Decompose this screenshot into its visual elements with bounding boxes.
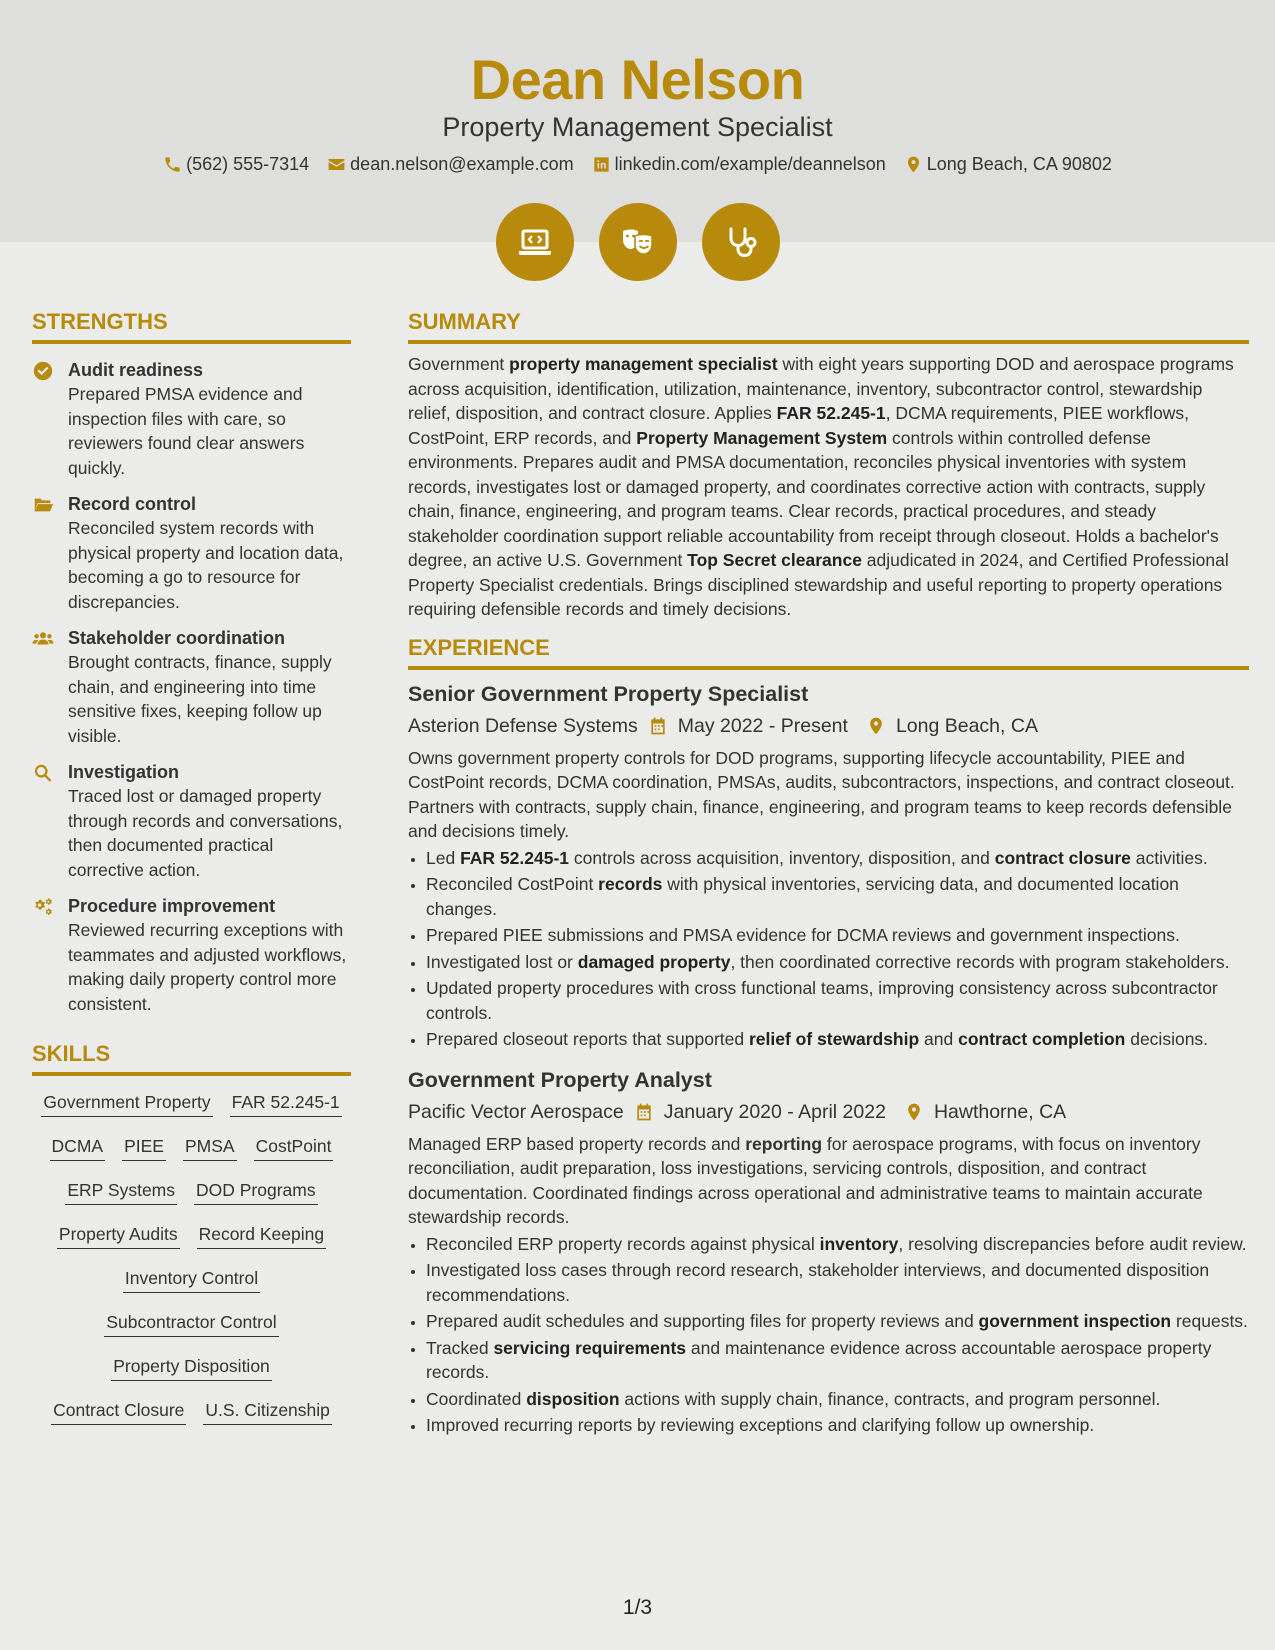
summary-heading: SUMMARY bbox=[408, 308, 1249, 344]
bold-text: Top Secret clearance bbox=[687, 550, 862, 570]
job-bullet: • Led FAR 52.245-1 controls across acquisition, inventory, disposition, and contract closure activities. bbox=[426, 846, 1249, 871]
bold-text: contract closure bbox=[994, 847, 1131, 868]
job-meta bbox=[408, 712, 1249, 740]
job-bullets bbox=[408, 846, 1249, 1052]
job-bullet: • Investigated lost or damaged property, then coordinated corrective records with program stakeholders. bbox=[426, 950, 1249, 975]
job-bullet: • Tracked servicing requirements and maintenance evidence across accountable aerospace property records. bbox=[426, 1336, 1249, 1385]
job-company: Pacific Vector Aerospace bbox=[408, 1100, 624, 1123]
skill-tag: DCMA bbox=[50, 1134, 106, 1161]
hobby-icons bbox=[0, 203, 1275, 281]
bold-text: Property Management System bbox=[636, 427, 888, 448]
skill-tag: Contract Closure bbox=[51, 1398, 186, 1425]
strength-desc: Prepared PMSA evidence and inspection files with care, so reviewers found clear answers quickly. bbox=[68, 384, 305, 478]
contact-bar bbox=[0, 152, 1275, 176]
strength-name: Stakeholder coordination bbox=[68, 628, 286, 648]
strength-name: Investigation bbox=[68, 762, 180, 782]
job-bullet: • Coordinated disposition actions with supply chain, finance, contracts, and program personnel. bbox=[426, 1387, 1249, 1412]
job-description: Owns government property controls for DOD programs, supporting lifecycle accountability, PIEE and CostPoint records, DCMA coordination, PMSAs, audits, subcontractors, inspections, and contract closeout. Partners with contracts, supply chain, finance, engineering, and program teams to keep records defensible and decisions timely. bbox=[408, 747, 1235, 841]
folder-open-icon bbox=[32, 494, 54, 516]
skills-row bbox=[32, 1222, 351, 1249]
skills-row bbox=[32, 1310, 351, 1337]
laptop-code-icon bbox=[515, 222, 555, 262]
skill-tag: Record Keeping bbox=[197, 1222, 327, 1249]
skill-tag: FAR 52.245-1 bbox=[230, 1090, 342, 1117]
job-bullet: • Investigated loss cases through record research, stakeholder interviews, and documented disposition recommendations. bbox=[426, 1258, 1249, 1307]
location-icon bbox=[866, 716, 886, 736]
strength-item bbox=[32, 760, 351, 882]
job-bullet: • Updated property procedures with cross functional teams, improving consistency across subcontractor controls. bbox=[426, 976, 1249, 1025]
job-bullet: • Prepared PIEE submissions and PMSA evidence for DCMA reviews and government inspections. bbox=[426, 923, 1249, 948]
skill-tag: Subcontractor Control bbox=[104, 1310, 278, 1337]
job-dates: January 2020 - April 2022 bbox=[663, 1100, 886, 1123]
strength-name: Procedure improvement bbox=[68, 896, 276, 916]
skill-tag: PIEE bbox=[122, 1134, 166, 1161]
email-text: dean.nelson@example.com bbox=[350, 154, 574, 174]
candidate-name: Dean Nelson bbox=[470, 48, 805, 111]
bold-text: relief of stewardship bbox=[748, 1029, 920, 1049]
skill-tag: Government Property bbox=[41, 1090, 212, 1117]
contact-location bbox=[904, 152, 1112, 176]
candidate-headline: Property Management Specialist bbox=[442, 112, 833, 142]
strength-item bbox=[32, 626, 351, 748]
hobby-badge-laptop bbox=[496, 203, 574, 281]
skills-heading: SKILLS bbox=[32, 1040, 351, 1076]
skills-row bbox=[32, 1398, 351, 1425]
job-title: Government Property Analyst bbox=[408, 1067, 712, 1092]
calendar-icon bbox=[634, 1102, 654, 1122]
strength-desc: Brought contracts, finance, supply chain, and engineering into time sensitive fixes, keeping follow up visible. bbox=[68, 652, 332, 746]
location-text: Long Beach, CA 90802 bbox=[926, 154, 1112, 174]
bold-text: property management specialist bbox=[509, 354, 778, 374]
location-icon bbox=[904, 155, 923, 174]
job-dates: May 2022 - Present bbox=[677, 714, 848, 737]
strength-item bbox=[32, 358, 351, 480]
search-icon bbox=[32, 762, 54, 784]
job-entry bbox=[408, 680, 1249, 1052]
linkedin-text: linkedin.com/example/deannelson bbox=[614, 154, 886, 174]
location-icon bbox=[904, 1102, 924, 1122]
check-circle-icon bbox=[32, 360, 54, 382]
strength-name: Record control bbox=[68, 494, 197, 514]
bold-text: reporting bbox=[745, 1133, 823, 1154]
bold-text: disposition bbox=[526, 1388, 620, 1409]
job-bullet: • Improved recurring reports by reviewing exceptions and clarifying follow up ownership. bbox=[426, 1413, 1249, 1438]
strength-name: Audit readiness bbox=[68, 360, 204, 380]
page-number: 1/3 bbox=[622, 1596, 653, 1619]
skill-tag: PMSA bbox=[183, 1134, 237, 1161]
phone-icon bbox=[163, 155, 182, 174]
stethoscope-icon bbox=[721, 222, 761, 262]
job-bullet: • Reconciled ERP property records against physical inventory, resolving discrepancies before audit review. bbox=[426, 1232, 1249, 1257]
job-bullet: • Prepared audit schedules and supporting files for property reviews and government inspection requests. bbox=[426, 1309, 1249, 1334]
strengths-heading: STRENGTHS bbox=[32, 308, 351, 344]
summary-text: Government property management specialist with eight years supporting DOD and aerospace programs across acquisition, identification, utilization, maintenance, inventory, subcontractor control, stewardship relief, disposition, and contract closure. Applies FAR 52.245-1, DCMA requirements, PIEE workflows, CostPoint, ERP records, and Property Management System controls within controlled defense environments. Prepares audit and PMSA documentation, reconciles physical inventories with system records, investigates lost or damaged property, and coordinates corrective action with contracts, supply chain, finance, engineering, and program teams. Clear records, practical procedures, and steady stakeholder coordination support reliable accountability from receipt through closeout. Holds a bachelor's degree, an active U.S. Government Top Secret clearance adjudicated in 2024, and Certified Professional Property Specialist credentials. Brings disciplined stewardship and useful reporting to property operations requiring defensible records and timely decisions. bbox=[408, 354, 1234, 619]
left-column bbox=[32, 308, 351, 1425]
skill-tag: Property Audits bbox=[57, 1222, 180, 1249]
skills-row bbox=[32, 1134, 351, 1161]
skills-list bbox=[32, 1090, 351, 1425]
bold-text: contract completion bbox=[958, 1029, 1126, 1049]
job-bullet: • Reconciled CostPoint records with physical inventories, servicing data, and documented location changes. bbox=[426, 872, 1249, 921]
bold-text: FAR 52.245-1 bbox=[776, 403, 886, 423]
job-location: Hawthorne, CA bbox=[933, 1100, 1067, 1123]
phone-text: (562) 555-7314 bbox=[186, 154, 310, 174]
skills-row bbox=[32, 1266, 351, 1293]
skills-row bbox=[32, 1354, 351, 1381]
job-title: Senior Government Property Specialist bbox=[408, 681, 809, 706]
contact-linkedin[interactable] bbox=[592, 152, 886, 176]
bold-text: servicing requirements bbox=[493, 1337, 687, 1358]
bold-text: damaged property bbox=[577, 951, 731, 972]
skill-tag: Property Disposition bbox=[111, 1354, 272, 1381]
strength-desc: Traced lost or damaged property through records and conversations, then documented practical corrective action. bbox=[68, 786, 343, 880]
contact-phone[interactable] bbox=[163, 152, 309, 176]
calendar-icon bbox=[648, 716, 668, 736]
strength-item bbox=[32, 492, 351, 614]
skill-tag: Inventory Control bbox=[123, 1266, 260, 1293]
job-bullets bbox=[408, 1232, 1249, 1438]
cogs-icon bbox=[32, 896, 54, 918]
job-entry bbox=[408, 1066, 1249, 1438]
skill-tag: DOD Programs bbox=[194, 1178, 318, 1205]
bold-text: FAR 52.245-1 bbox=[460, 847, 570, 868]
hobby-badge-theater bbox=[599, 203, 677, 281]
email-icon bbox=[327, 155, 346, 174]
job-location: Long Beach, CA bbox=[895, 714, 1038, 737]
job-description: Managed ERP based property records and reporting for aerospace programs, with focus on inventory reconciliation, audit preparation, loss investigations, servicing controls, disposition, and contract documentation. Coordinated findings across operational and administrative teams to maintain accurate stewardship records. bbox=[408, 1133, 1203, 1227]
skill-tag: CostPoint bbox=[254, 1134, 334, 1161]
skill-tag: U.S. Citizenship bbox=[203, 1398, 332, 1425]
users-icon bbox=[32, 628, 54, 650]
experience-heading: EXPERIENCE bbox=[408, 634, 1249, 670]
strength-desc: Reviewed recurring exceptions with teammates and adjusted workflows, making daily property control more consistent. bbox=[68, 920, 347, 1014]
theater-masks-icon bbox=[618, 222, 658, 262]
hobby-badge-stethoscope bbox=[702, 203, 780, 281]
bold-text: inventory bbox=[819, 1233, 899, 1254]
right-column bbox=[408, 308, 1249, 1438]
strength-desc: Reconciled system records with physical property and location data, becoming a go to resource for discrepancies. bbox=[68, 518, 344, 612]
skills-row bbox=[32, 1178, 351, 1205]
job-meta bbox=[408, 1098, 1249, 1126]
bold-text: records bbox=[598, 874, 663, 894]
job-company: Asterion Defense Systems bbox=[408, 714, 638, 737]
strength-item bbox=[32, 894, 351, 1016]
contact-email[interactable] bbox=[327, 152, 573, 176]
bold-text: government inspection bbox=[978, 1311, 1172, 1331]
job-bullet: • Prepared closeout reports that supported relief of stewardship and contract completion decisions. bbox=[426, 1027, 1249, 1052]
linkedin-icon bbox=[592, 155, 611, 174]
skill-tag: ERP Systems bbox=[65, 1178, 177, 1205]
skills-row bbox=[32, 1090, 351, 1117]
